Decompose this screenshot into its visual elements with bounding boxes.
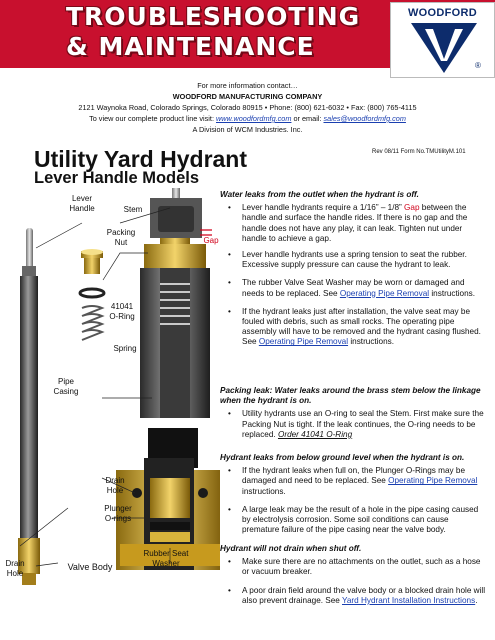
contact-division: A Division of WCM Industries. Inc.: [192, 125, 303, 134]
operating-pipe-removal-link[interactable]: Operating Pipe Removal: [258, 337, 349, 347]
list-item: • A poor drain field around the valve body or a blocked drain hole will also prevent drainage. See Yard Hydrant Installation Instructions.: [228, 585, 486, 605]
label-valve-body: Valve Body: [67, 562, 113, 572]
woodford-logo: [390, 2, 495, 78]
list-item: • Lever handle hydrants require a 1/16” – 1/8” Gap between the handle and surface the handle rides. If there is no gap and the handle does not have any play, it can leak. Tighten nut under handle to achieve a gap.: [228, 203, 468, 243]
email-link[interactable]: sales@woodfordmfg.com: [323, 114, 406, 123]
registered-mark: ®: [475, 61, 481, 70]
label-drain-hole-top: Drain Hole: [105, 476, 125, 495]
label-packing-nut: Packing Nut: [106, 228, 136, 247]
banner-title-line2: & MAINTENANCE: [66, 32, 315, 61]
label-pipe-casing: Pipe Casing: [53, 377, 79, 396]
order-o-ring-link[interactable]: Order 41041 O-Ring: [277, 429, 353, 439]
label-spring: Spring: [113, 344, 137, 353]
hydrant-illustration: [0, 188, 220, 598]
pipe-casing-shape: [20, 276, 38, 546]
spring-icon: [82, 306, 102, 340]
section-no-drain: [220, 544, 488, 606]
lever-handle-icon: [22, 228, 36, 276]
label-plunger-o-rings: Plunger O-rings: [104, 504, 132, 523]
label-gap: Gap: [203, 236, 219, 245]
banner-title-line1: TROUBLESHOOTING: [66, 2, 361, 31]
list-item: • If the hydrant leaks when full on, the Plunger O-Rings may be damaged and need to be replaced. See Operating Pipe Removal instructions.: [228, 466, 478, 496]
list-item: • If the hydrant leaks just after installation, the valve seat may be fouled with debris, such as small rocks. The operating pipe assembly will have to be removed and the hydrant casing flushed. See Operating Pipe Removal instructions.: [228, 306, 481, 347]
section-below-ground-leak: [220, 453, 488, 535]
contact-line1: For more information contact…: [197, 81, 298, 90]
contact-web: To view our complete product line visit: www.woodfordmfg.com or email: sales@woodfordmfg.com: [89, 114, 406, 123]
website-link[interactable]: www.woodfordmfg.com: [216, 114, 292, 123]
page-subtitle: Lever Handle Models: [34, 169, 200, 187]
label-41041-o-ring: 41041 O-Ring: [109, 302, 135, 321]
section-packing-leak: [220, 386, 488, 440]
list-item: • A large leak may be the result of a hole in the pipe casing caused by electrolysis corrosion. Some soil conditions can cause premature failure of the pipe casing near the valve body.: [228, 504, 479, 535]
packing-nut-icon: [81, 249, 103, 274]
list-item: • Lever handle hydrants use a spring tension to seat the rubber. Excessive supply pressure can cause the hydrant to leak.: [228, 250, 467, 270]
installation-instructions-link[interactable]: Yard Hydrant Installation Instructions: [342, 595, 476, 605]
section-outlet-leak: [220, 190, 488, 348]
section-heading: Packing leak: Water leaks around the brass stem below the linkage when the hydrant is on.: [220, 386, 481, 406]
contact-company: WOODFORD MANUFACTURING COMPANY: [172, 92, 323, 101]
list-item: • The rubber Valve Seat Washer may be worn or damaged and needs to be replaced. See Operating Pipe Removal instructions.: [228, 278, 476, 298]
section-heading: Hydrant leaks from below ground level when the hydrant is on.: [220, 453, 465, 462]
page-title: Utility Yard Hydrant: [34, 146, 248, 172]
logo-mark-icon: [409, 21, 479, 75]
contact-address: 2121 Waynoka Road, Colorado Springs, Colorado 80915 • Phone: (800) 621-6032 • Fax: (800) 765-4115: [78, 103, 417, 112]
list-item: • Make sure there are no attachments on the outlet, such as a hose or vacuum breaker.: [228, 557, 481, 577]
label-lever-handle: Lever Handle: [69, 194, 95, 213]
label-stem: Stem: [123, 205, 143, 214]
logo-wordmark: WOODFORD: [407, 7, 477, 19]
operating-pipe-removal-link[interactable]: Operating Pipe Removal: [388, 476, 478, 486]
section-heading: Water leaks from the outlet when the hydrant is off.: [220, 190, 419, 199]
o-ring-icon: [80, 289, 104, 297]
section-heading: Hydrant will not drain when shut off.: [220, 544, 362, 553]
list-item: • Utility hydrants use an O-ring to seal the Stem. First make sure the Packing Nut is tight. If the leak continues, the O-ring needs to be replaced. Order 41041 O-Ring: [228, 409, 484, 439]
revision-note: Rev 08/11 Form No.TMUtilityM.101: [372, 149, 466, 155]
label-drain-hole-bottom: Drain Hole: [5, 559, 25, 578]
operating-pipe-removal-link[interactable]: Operating Pipe Removal: [339, 288, 430, 298]
label-rubber-seat-washer: Rubber Seat Washer: [143, 549, 189, 568]
